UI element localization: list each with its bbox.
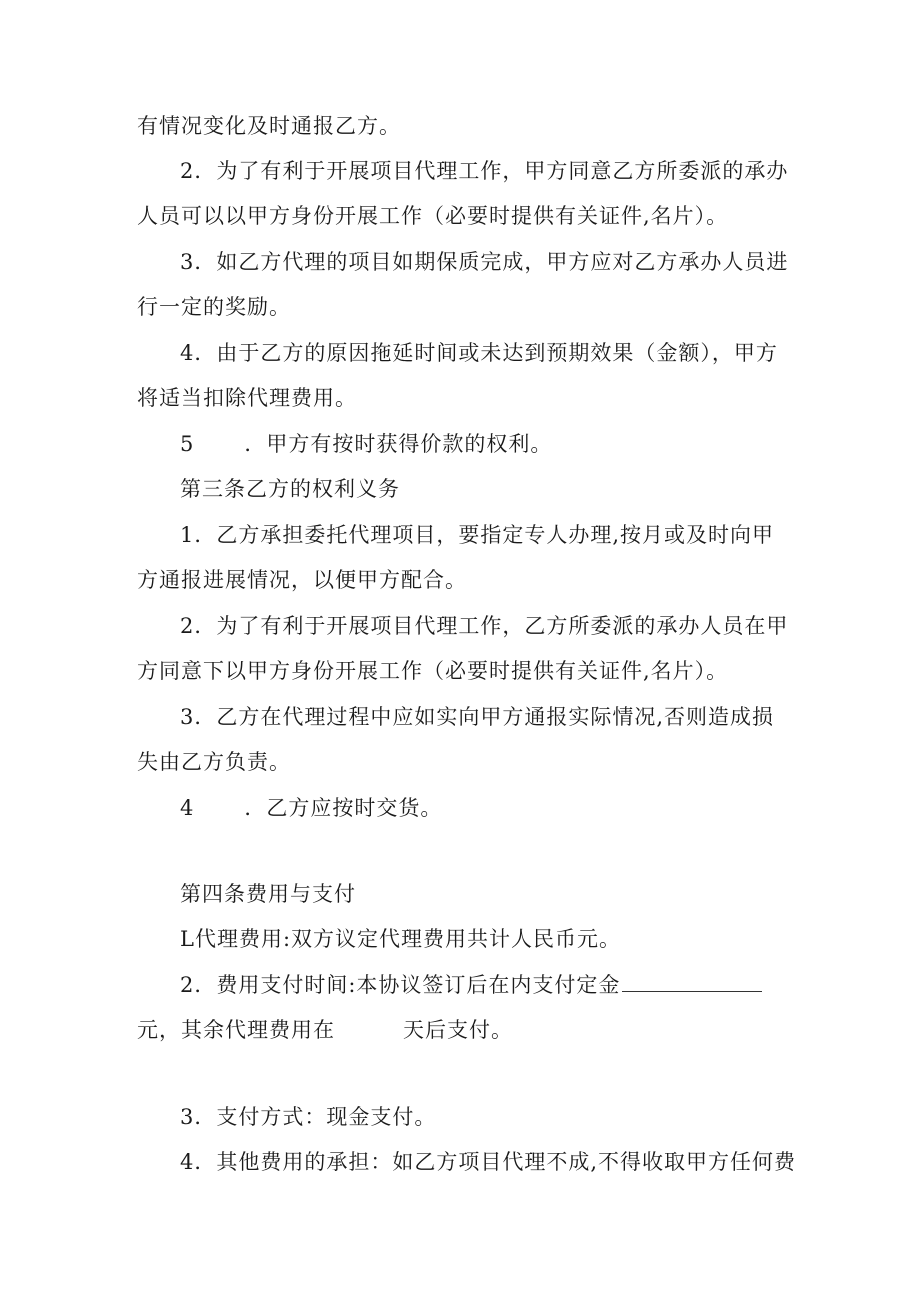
clause-3-line-2: 行一定的奖励。 [137,295,291,319]
section-heading-article-3: 第三条乙方的权利义务 [180,477,400,501]
clause-text: 2．费用支付时间:本协议签订后在内支付定金 [180,973,621,997]
article-3-clause-1-line-1: 1．乙方承担委托代理项目，要指定专人办理,按月或及时向甲 [180,523,775,547]
article-4-clause-2-line-1 [180,971,762,999]
article-3-clause-2-line-1: 2．为了有利于开展项目代理工作，乙方所委派的承办人员在甲 [180,614,789,638]
article-3-clause-2-line-2: 方同意下以甲方身份开展工作（必要时提供有关证件,名片）。 [137,659,729,683]
clause-4-line-2: 将适当扣除代理费用。 [137,386,357,410]
clause-text: ．甲方有按时获得价款的权利。 [244,432,553,456]
clause-text: 天后支付。 [403,1018,513,1042]
article-3-clause-1-line-2: 方通报进展情况，以便甲方配合。 [137,568,467,592]
clause-2-line-1: 2．为了有利于开展项目代理工作，甲方同意乙方所委派的承办 [180,159,789,183]
section-heading-article-4: 第四条费用与支付 [180,882,356,906]
article-4-clause-4-line: 4．其他费用的承担：如乙方项目代理不成,不得收取甲方任何费 [180,1150,797,1174]
clause-4-line-1: 4．由于乙方的原因拖延时间或未达到预期效果（金额），甲方 [180,341,778,365]
article-3-clause-3-line-1: 3．乙方在代理过程中应如实向甲方通报实际情况,否则造成损 [180,705,775,729]
article-4-clause-3-line: 3．支付方式：现金支付。 [180,1105,437,1129]
clause-number: 5 [180,432,195,456]
article-3-clause-3-line-2: 失由乙方负责。 [137,750,291,774]
clause-5-line [180,430,552,458]
article-4-clause-1-line: L代理费用:双方议定代理费用共计人民币元。 [180,927,622,951]
paragraph-line: 有情况变化及时通报乙方。 [137,114,401,138]
clause-text: 元，其余代理费用在 [137,1018,335,1042]
article-3-clause-4-line [180,794,442,822]
clause-number: 4 [180,796,195,820]
deposit-amount-blank [622,973,762,992]
clause-text: ．乙方应按时交货。 [244,796,443,820]
clause-2-line-2: 人员可以以甲方身份开展工作（必要时提供有关证件,名片）。 [137,204,729,228]
article-4-clause-2-line-2 [137,1016,513,1044]
clause-3-line-1: 3．如乙方代理的项目如期保质完成，甲方应对乙方承办人员进 [180,250,789,274]
